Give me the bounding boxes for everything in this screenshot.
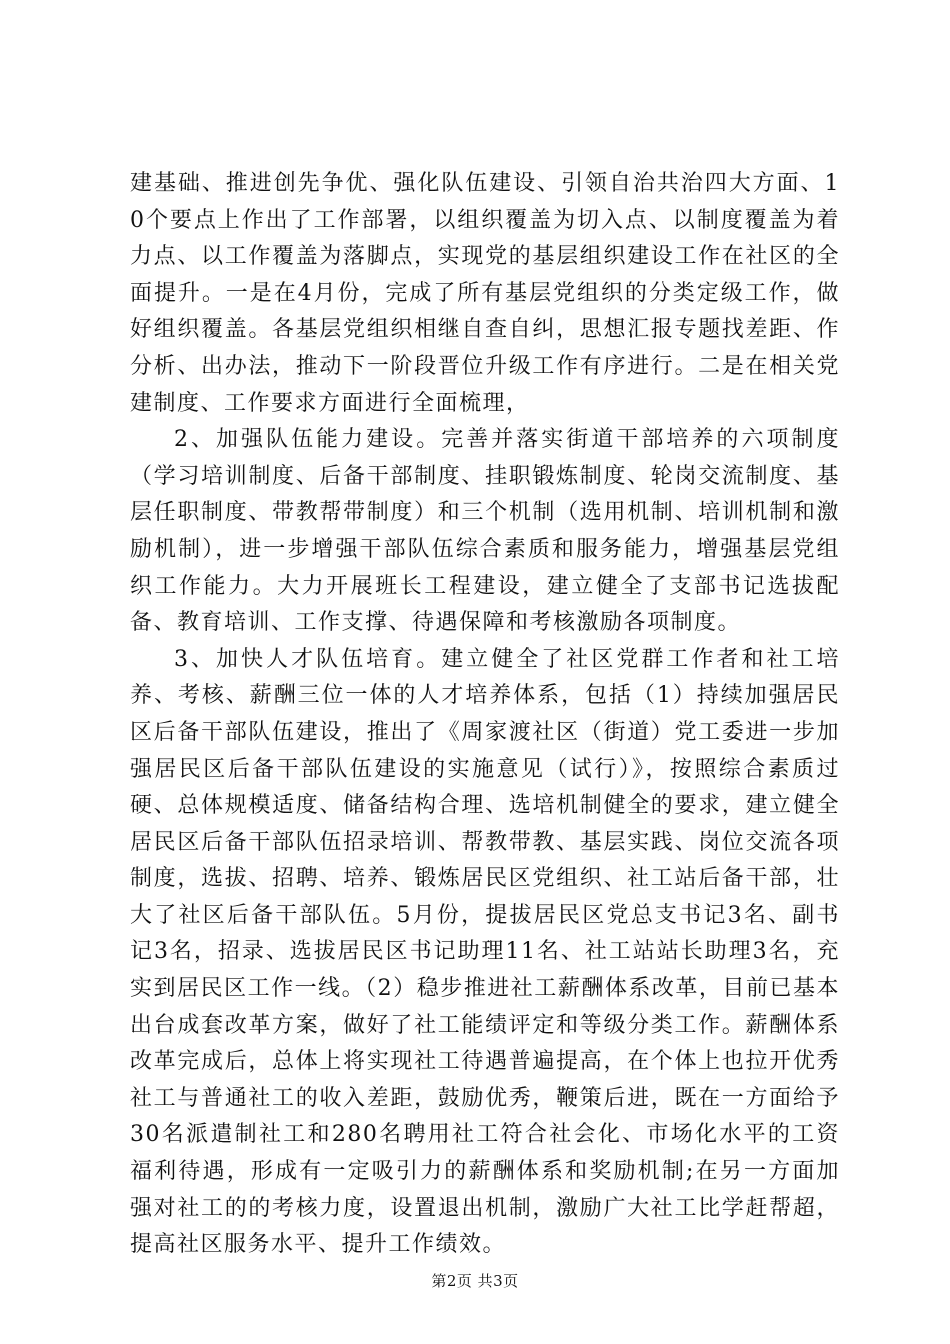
document-body bbox=[130, 166, 840, 1264]
page-number-footer: 第2页 共3页 bbox=[431, 1272, 519, 1290]
paragraph-team-capacity: 2、加强队伍能力建设。完善并落实街道干部培养的六项制度（学习培训制度、后备干部制度、挂职锻炼制度、轮岗交流制度、基层任职制度、带教帮带制度）和三个机制（选用机制、培训机制和激励机制），进一步增强干部队伍综合素质和服务能力，增强基层党组织工作能力。大力开展班长工程建设，建立健全了支部书记选拔配备、教育培训、工作支撑、待遇保障和考核激励各项制度。 bbox=[130, 427, 840, 636]
paragraph-continuation: 建基础、推进创先争优、强化队伍建设、引领自治共治四大方面、10个要点上作出了工作部署，以组织覆盖为切入点、以制度覆盖为着力点、以工作覆盖为落脚点，实现党的基层组织建设工作在社区的全面提升。一是在4月份，完成了所有基层党组织的分类定级工作，做好组织覆盖。各基层党组织相继自查自纠，思想汇报专题找差距、作分析、出办法，推动下一阶段晋位升级工作有序进行。二是在相关党建制度、工作要求方面进行全面梳理， bbox=[130, 171, 840, 416]
paragraph-talent-cultivation: 3、加快人才队伍培育。建立健全了社区党群工作者和社工培养、考核、薪酬三位一体的人才培养体系，包括（1）持续加强居民区后备干部队伍建设，推出了《周家渡社区（街道）党工委进一步加强居民区后备干部队伍建设的实施意见（试行）》，按照综合素质过硬、总体规模适度、储备结构合理、选培机制健全的要求，建立健全居民区后备干部队伍招录培训、帮教带教、基层实践、岗位交流各项制度，选拔、招聘、培养、锻炼居民区党组织、社工站后备干部，壮大了社区后备干部队伍。5月份，提拔居民区党总支书记3名、副书记3名，招录、选拔居民区书记助理11名、社工站站长助理3名，充实到居民区工作一线。（2）稳步推进社工薪酬体系改革，目前已基本出台成套改革方案，做好了社工能绩评定和等级分类工作。薪酬体系改革完成后，总体上将实现社工待遇普遍提高，在个体上也拉开优秀社工与普通社工的收入差距，鼓励优秀，鞭策后进，既在一方面给予30名派遣制社工和280名聘用社工符合社会化、市场化水平的工资福利待遇，形成有一定吸引力的薪酬体系和奖励机制;在另一方面加强对社工的的考核力度，设置退出机制，激励广大社工比学赶帮超，提高社区服务水平、提升工作绩效。 bbox=[130, 646, 840, 1258]
